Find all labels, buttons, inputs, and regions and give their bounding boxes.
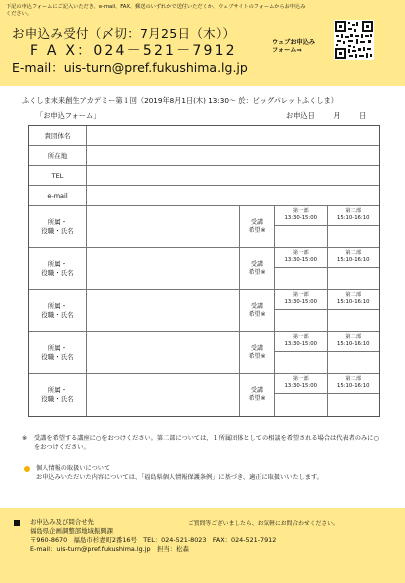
member-name-field[interactable] — [87, 290, 240, 331]
member-row — [29, 248, 379, 290]
contact-address: 〒960-8670 福島市杉妻町2番16号 TEL：024-521-8023 FAX：024-521-7912 — [30, 536, 277, 544]
month-label: 月 — [333, 111, 341, 120]
session1-header: 第一部 13:30-15:00 — [284, 250, 317, 263]
member-name-field[interactable] — [87, 248, 240, 289]
kibo-label: 受講 希望※ — [240, 374, 275, 416]
member-row — [29, 374, 379, 416]
privacy-section — [22, 464, 384, 482]
org-name-field[interactable] — [87, 126, 379, 145]
session2-header: 第二部 15:10-16:10 — [327, 290, 380, 309]
kibo-label: 受講 希望※ — [240, 290, 275, 331]
session2-header: 第二部 15:10-16:10 — [327, 248, 380, 267]
session-cells — [275, 290, 379, 331]
date-label: お申込日 — [286, 111, 315, 120]
privacy-title: 個人情報の取扱いについて — [36, 465, 111, 472]
contact-footer — [0, 508, 405, 583]
session2-header: 第二部 15:10-16:10 — [327, 332, 380, 351]
deadline-line: お申込み受付（〆切：7月25日（木）） — [12, 26, 236, 41]
kibo-label: 受講 希望※ — [240, 332, 275, 373]
tel-label: TEL — [29, 166, 87, 185]
web-form-label: ウェブお申込み フォーム⇒ — [272, 39, 316, 54]
session-note — [22, 434, 384, 452]
application-date — [286, 111, 366, 121]
session1-check[interactable] — [275, 268, 327, 289]
session1-check[interactable] — [275, 310, 327, 331]
session1-header: 第一部 13:30-15:00 — [284, 208, 317, 221]
header-banner — [0, 0, 405, 86]
qr-code-icon[interactable] — [334, 20, 374, 60]
member-label: 所属・ 役職・氏名 — [29, 248, 87, 289]
address-label: 所在地 — [29, 146, 87, 165]
member-name-field[interactable] — [87, 206, 240, 247]
email-line: E-mail：uis-turn@pref.fukushima.lg.jp — [12, 60, 248, 75]
member-row — [29, 290, 379, 332]
session-cells — [275, 206, 379, 247]
member-label: 所属・ 役職・氏名 — [29, 206, 87, 247]
session2-check[interactable] — [327, 226, 380, 247]
session-cells — [275, 374, 379, 416]
application-form-table — [28, 125, 380, 417]
address-row — [29, 146, 379, 166]
kibo-label: 受講 希望※ — [240, 206, 275, 247]
session1-check[interactable] — [275, 394, 327, 416]
fax-line: F A X：024－521－7912 — [30, 43, 237, 59]
note-text: 受講を希望する講座に○をおつけください。第二部については、１所属団体としての相談を希望される場合は代表者のみに○をおつけください。 — [34, 435, 379, 451]
session2-check[interactable] — [327, 352, 380, 373]
member-name-field[interactable] — [87, 374, 240, 416]
session1-header: 第一部 13:30-15:00 — [284, 376, 317, 389]
email-field[interactable] — [87, 186, 379, 205]
contact-message: ご質問等ございましたら、お気軽にお問合わせください。 — [188, 521, 339, 527]
member-label: 所属・ 役職・氏名 — [29, 290, 87, 331]
form-label: 「お申込フォーム」 — [36, 111, 101, 120]
bullet-icon — [24, 466, 30, 472]
org-name-label: 貴団体名 — [29, 126, 87, 145]
contact-email: E-mail：uis-turn@pref.fukushima.lg.jp 担当：松森 — [30, 545, 189, 553]
contact-title: お申込み及び問合せ先 — [30, 518, 94, 526]
member-row — [29, 206, 379, 248]
session-cells — [275, 332, 379, 373]
member-row — [29, 332, 379, 374]
org-name-row — [29, 126, 379, 146]
email-label: e-mail — [29, 186, 87, 205]
session2-check[interactable] — [327, 310, 380, 331]
session2-header: 第二部 15:10-16:10 — [327, 374, 380, 393]
intro-text: 下記の申込フォームにご記入いただき、e-mail、FAX、郵送のいずれかで送付いただくか、ウェブサイトのフォームからお申込みください。 — [6, 4, 306, 17]
session2-header: 第二部 15:10-16:10 — [327, 206, 380, 225]
session1-header: 第一部 13:30-15:00 — [284, 334, 317, 347]
note-mark: ※ — [22, 435, 28, 442]
session1-check[interactable] — [275, 352, 327, 373]
session1-check[interactable] — [275, 226, 327, 247]
email-row — [29, 186, 379, 206]
event-title: ふくしま未来創生アカデミー第１回（2019年8月1日(木) 13:30～ 於：ビッグパレットふくしま） — [22, 96, 338, 105]
session2-check[interactable] — [327, 268, 380, 289]
address-field[interactable] — [87, 146, 379, 165]
contact-org: 福島県企画調整部地域振興課 — [30, 527, 114, 535]
square-bullet-icon — [14, 520, 20, 526]
tel-row — [29, 166, 379, 186]
day-label: 日 — [359, 111, 367, 120]
session-cells — [275, 248, 379, 289]
member-label: 所属・ 役職・氏名 — [29, 374, 87, 416]
member-name-field[interactable] — [87, 332, 240, 373]
privacy-text: お申込みいただいた内容については、「福島県個人情報保護条例」に基づき、適正に取扱いいたします。 — [36, 474, 323, 481]
kibo-label: 受講 希望※ — [240, 248, 275, 289]
session2-check[interactable] — [327, 394, 380, 416]
member-label: 所属・ 役職・氏名 — [29, 332, 87, 373]
tel-field[interactable] — [87, 166, 379, 185]
session1-header: 第一部 13:30-15:00 — [284, 292, 317, 305]
